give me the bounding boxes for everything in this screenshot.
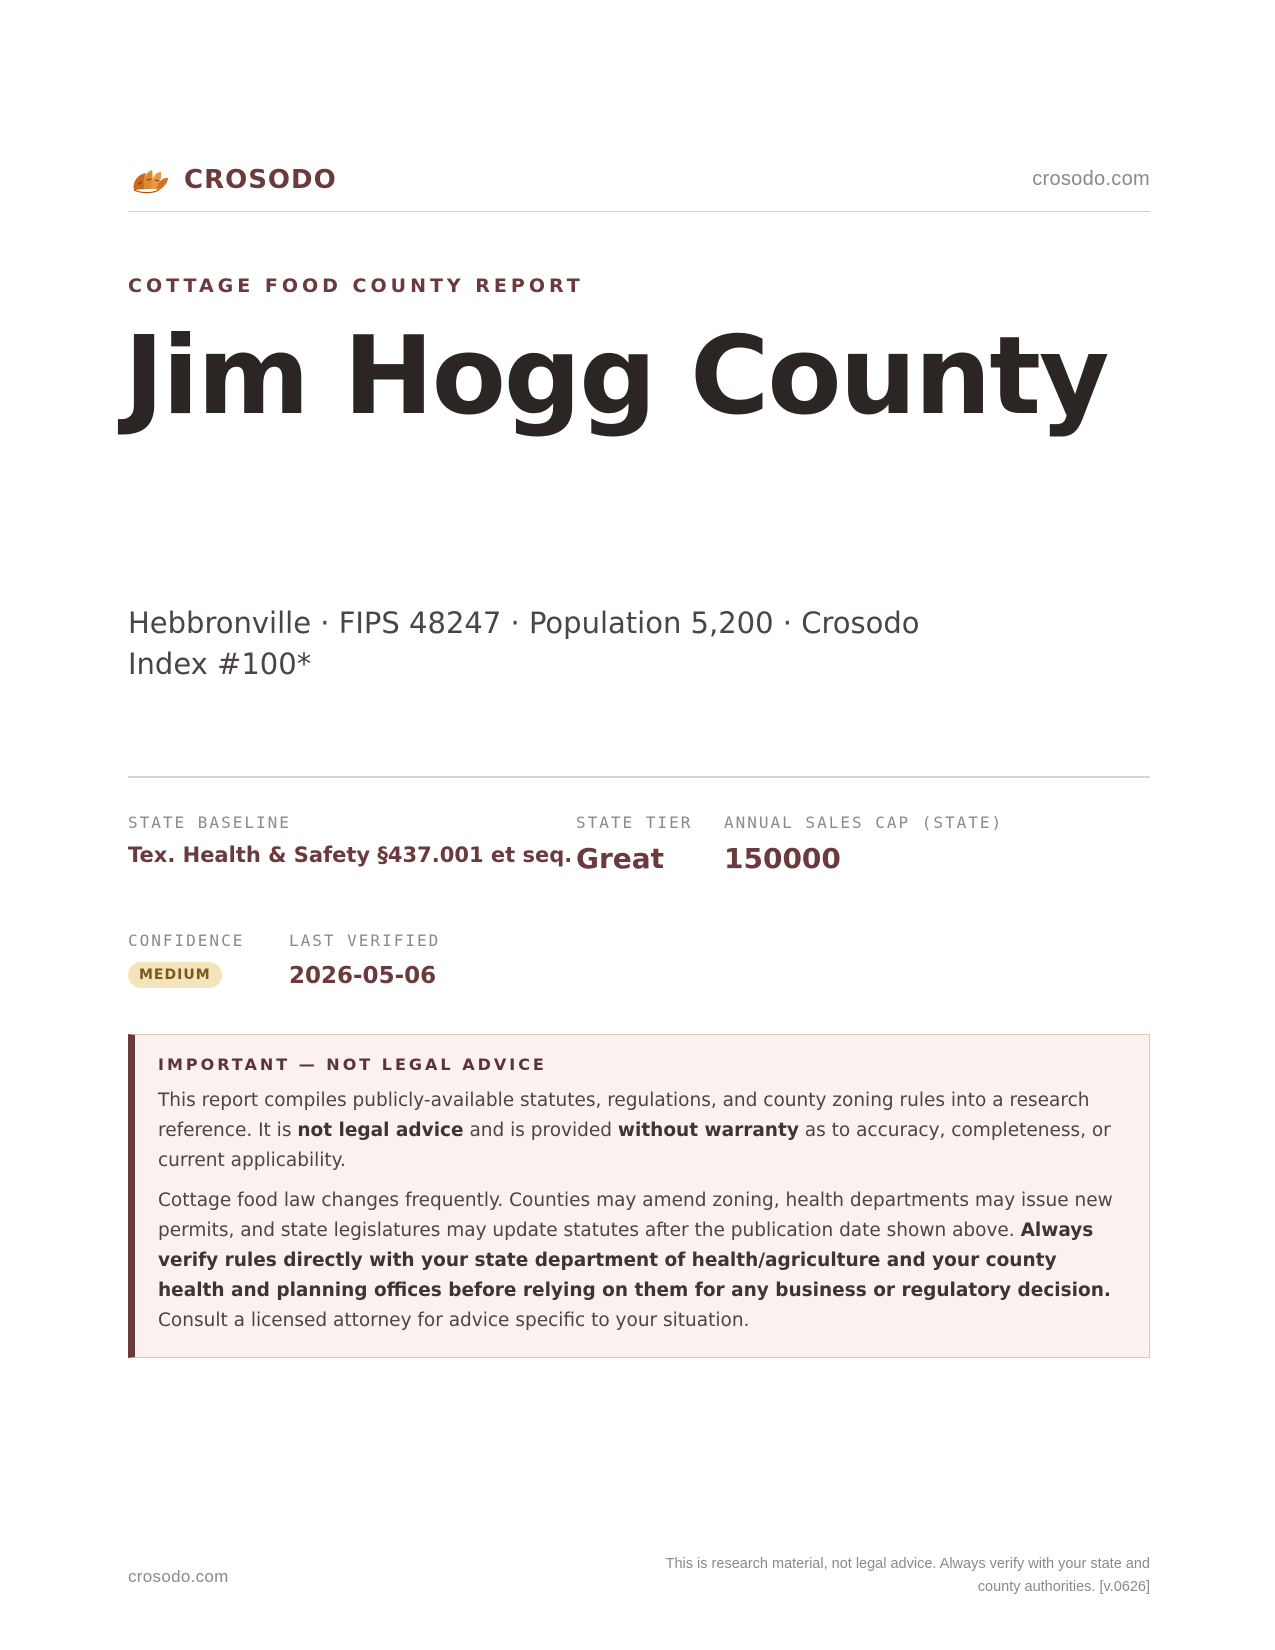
report-type-label: COTTAGE FOOD COUNTY REPORT [128,275,584,297]
brand-name: CROSODO [184,165,337,195]
disclaimer-text: Cottage food law changes frequently. Counties may amend zoning, health departments may issue new permits, and state legislatures may update statutes after the publication date shown above. [158,1190,1113,1241]
stat-value: 2026-05-06 [289,963,437,989]
page-header [128,160,1150,212]
brand[interactable] [130,160,337,200]
disclaimer-text: and is provided [463,1120,618,1141]
disclaimer-emphasis: Always verify rules directly with your state department of health/agriculture and your county health and planning offices before relying on them for any business or regulatory decision. [158,1220,1111,1301]
stat-state-baseline [128,813,572,867]
disclaimer-paragraph [158,1086,1125,1176]
footer-site-url[interactable]: crosodo.com [128,1567,229,1586]
legal-disclaimer-box [128,1034,1150,1358]
stat-label: STATE BASELINE [128,813,291,832]
stat-value: 150000 [724,842,841,875]
confidence-badge: MEDIUM [128,962,222,988]
croissant-icon [130,160,170,200]
disclaimer-emphasis: without warranty [617,1120,799,1141]
stat-annual-sales-cap [724,813,1003,875]
section-divider [128,776,1150,778]
disclaimer-text: Consult a licensed attorney for advice specific to your situation. [158,1310,750,1331]
stat-value: Tex. Health & Safety §437.001 et seq. [128,843,573,867]
county-title: Jim Hogg County [124,314,1108,439]
disclaimer-paragraph [158,1186,1125,1336]
site-url[interactable]: crosodo.com [1032,168,1150,190]
disclaimer-text: as to accuracy, completeness, or current applicability. [158,1120,1111,1171]
footer-disclaimer: This is research material, not legal advice. Always verify with your state and county authorities. [v.0626] [665,1556,1150,1595]
stat-label: ANNUAL SALES CAP (STATE) [724,813,1004,832]
disclaimer-heading: IMPORTANT — NOT LEGAL ADVICE [158,1055,547,1074]
stat-confidence [128,931,244,988]
stat-label: STATE TIER [576,813,693,832]
disclaimer-emphasis: not legal advice [297,1120,464,1141]
county-subtitle: Hebbronville · FIPS 48247 · Population 5,200 · Crosodo Index #100* [128,606,920,681]
stat-label: CONFIDENCE [128,931,245,950]
stat-last-verified [289,931,440,989]
stat-state-tier [576,813,692,875]
disclaimer-text: This report compiles publicly-available statutes, regulations, and county zoning rules into a research reference. It is [158,1090,1090,1141]
stat-value: Great [576,842,665,875]
report-page [124,0,1150,1650]
stat-label: LAST VERIFIED [289,931,441,950]
